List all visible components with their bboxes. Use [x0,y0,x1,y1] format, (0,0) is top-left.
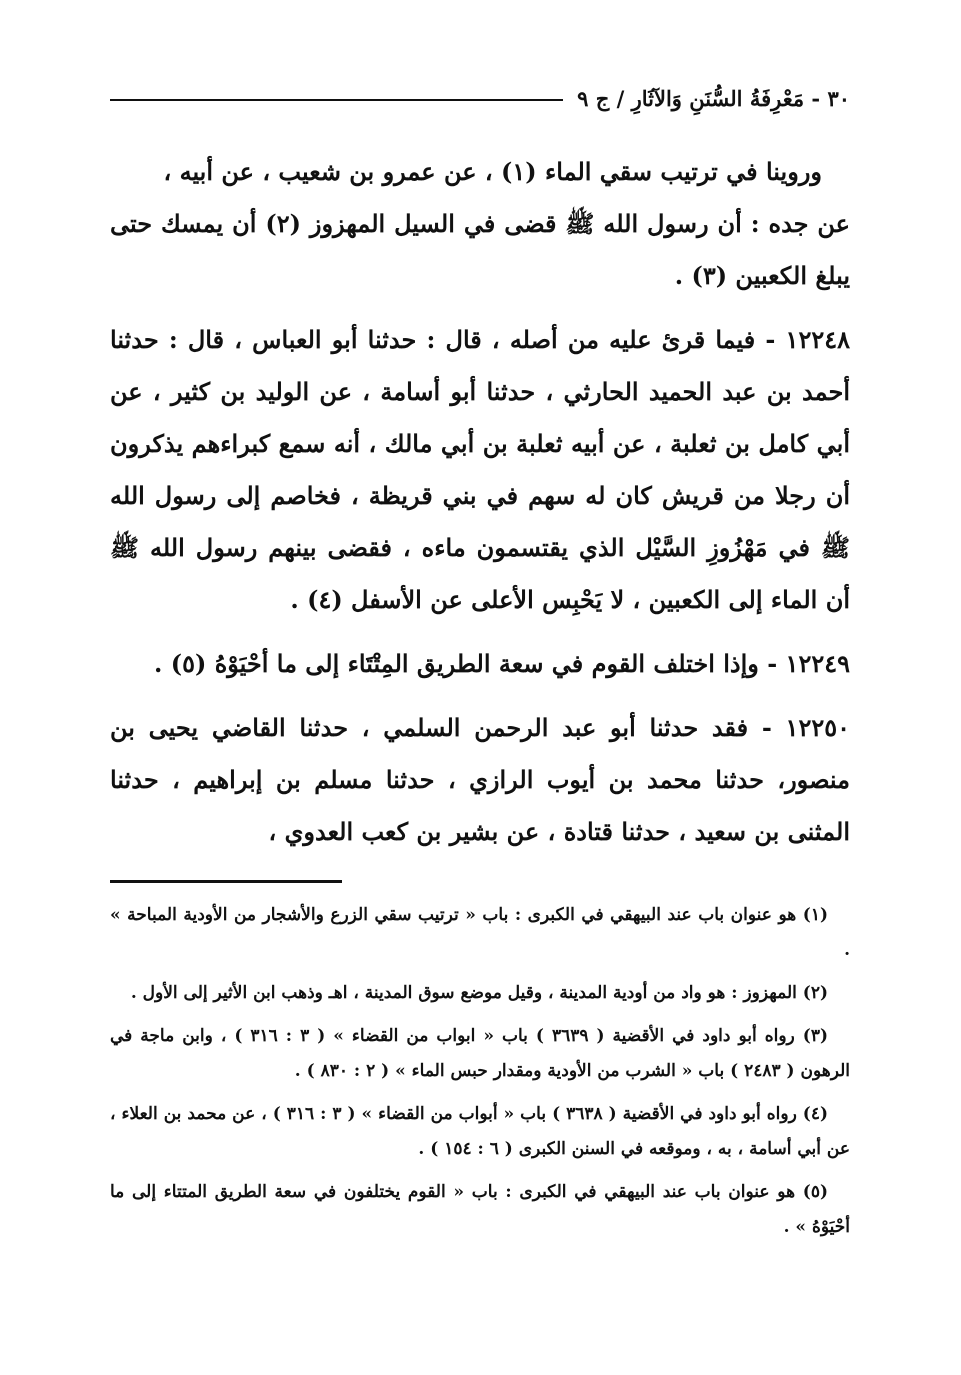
header-title: ٣٠ - مَعْرِفَةُ السُّنَنِ وَالآثَارِ / ج ٩ [577,85,850,111]
footnote-4: (٤) رواه أبو داود في الأقضية ( ٣٦٣٨ ) باب « أبواب من القضاء » ( ٣ : ٣١٦ ) ، عن محمد بن العلاء ، عن أبي أسامة ، به ، وموقعه في السنن الكبرى ( ٦ : ١٥٤ ) . [110,1104,850,1159]
running-header [110,78,850,118]
footnote-3: (٣) رواه أبو داود في الأقضية ( ٣٦٣٩ ) باب « ابواب من القضاء » ( ٣ : ٣١٦ ) ، وابن ماجة في الرهون ( ٢٤٨٣ ) باب « الشرب من الأودية ومقدار حبس الماء » ( ٢ : ٨٣٠ ) . [110,1026,850,1081]
paragraph-continuation: عن جده : أن رسول الله ﷺ قضى في السيل المهزوز (٢) أن يمسك حتى يبلغ الكعبين (٣) . [110,209,851,290]
paragraph-12248: ١٢٢٤٨ - فيما قرئ عليه من أصله ، قال : حدثنا أبو العباس ، قال : حدثنا أحمد بن عبد الحميد الحارثي ، حدثنا أبو أسامة ، عن الوليد بن كثير ، عن أبي كامل بن ثعلبة ، عن أبيه ثعلبة بن أبي مالك ، أنه سمع كبراءهم يذكرون أن رجلا من قريش كان له سهم في بني قريظة ، فخاصم إلى رسول الله ﷺ في مَهْزُوزِ السَّيْل الذي يقتسمون ماءه ، فقضى بينهم رسول الله ﷺ أن الماء إلى الكعبين ، لا يَحْبِس الأعلى عن الأسفل (٤) . [110,325,850,614]
footnote-2: (٢) المهزوز : هو واد من أودية المدينة ، وقيل موضع سوق المدينة ، اهـ وذهب ابن الأثير إلى الأول . [130,983,828,1003]
footnote-1: (١) هو عنوان باب عند البيهقي في الكبرى : باب « ترتيب سقي الزرع والأشجار من الأودية المباحة » . [110,905,850,960]
footnote-5: (٥) هو عنوان باب عند البيهقي في الكبرى : باب « القوم يختلفون في سعة الطريق المتتاء إلى ما أحْيَوْهُ » . [110,1182,850,1237]
footnotes [110,898,850,1253]
main-text [110,146,850,858]
paragraph-intro: وروينا في ترتيب سقي الماء (١) ، عن عمرو بن شعيب ، عن أبيه ، [163,157,822,186]
book-page [110,78,850,1328]
header-rule [110,99,563,101]
paragraph-12249: ١٢٢٤٩ - وإذا اختلف القوم في سعة الطريق المِتْتَاء إلى ما أحْيَوْهُ (٥) . [154,649,850,678]
paragraph-12250: ١٢٢٥٠ - فقد حدثنا أبو عبد الرحمن السلمي ، حدثنا القاضي يحيى بن منصور، حدثنا محمد بن أيوب الرازي ، حدثنا مسلم بن إبراهيم ، حدثنا المثنى بن سعيد ، حدثنا قتادة ، عن بشير بن كعب العدوي ، [110,713,850,846]
footnote-separator [110,880,342,883]
